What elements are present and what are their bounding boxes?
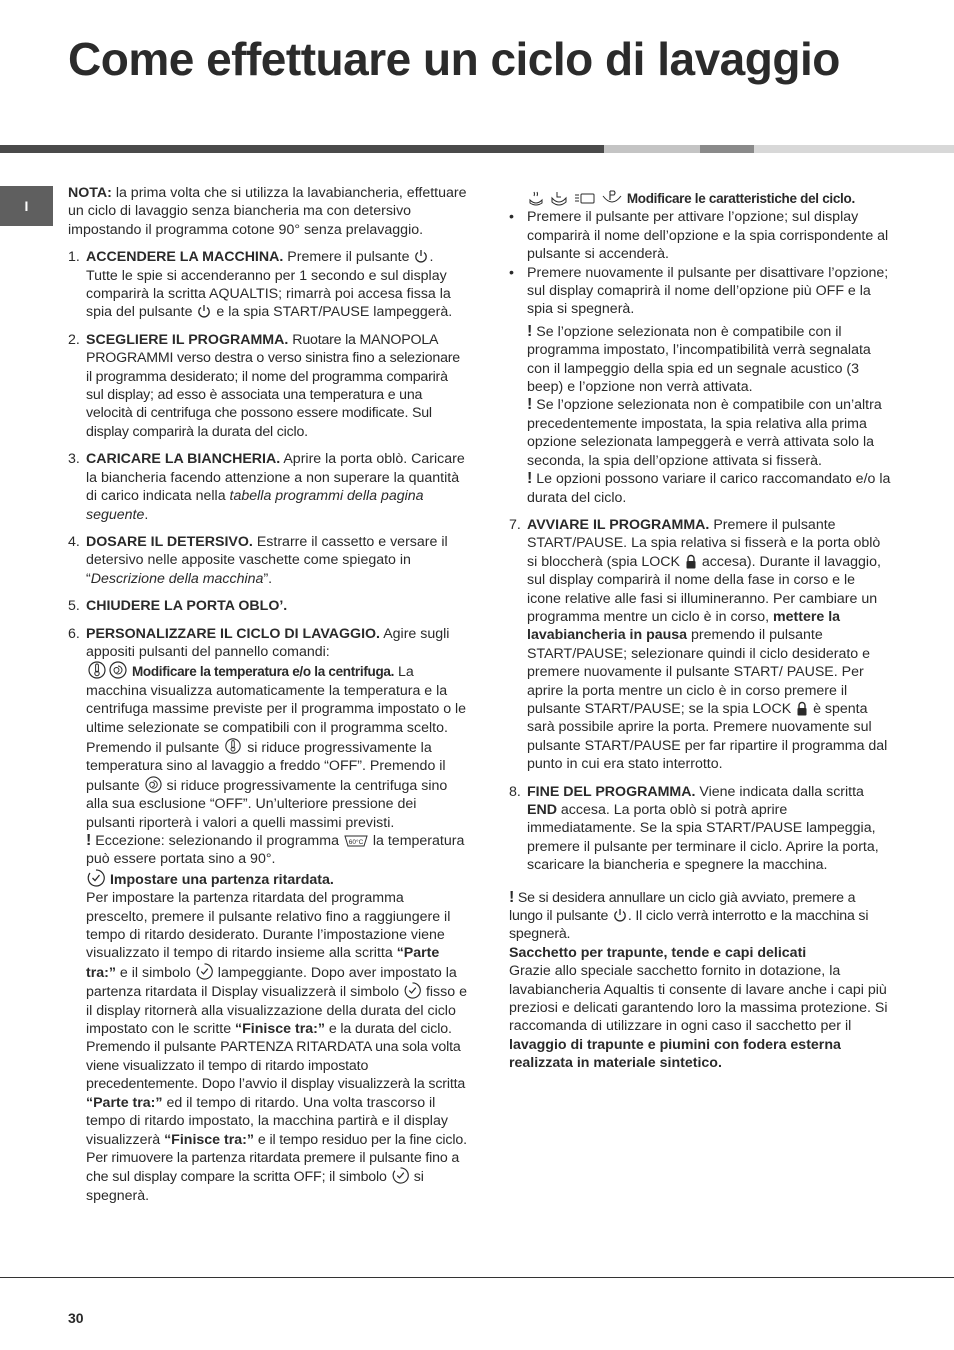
delay-text: Per impostare la partenza ritardata del programma prescelto, premere il pulsante relativo fino a raggiungere il tempo di ritardo desiderato. Durante l’impostazione viene visualizzato il tempo di ritardo insieme alla scritta [86, 890, 451, 962]
step-text: accesa). Durante il lavaggio, sul display comparirà il nome della fase in corso e le icone relative alle fasi si illumineranno. Per cambiare un programma mentre un ciclo è in corso, [527, 553, 881, 625]
power-icon [414, 249, 428, 264]
header-rule-dark [0, 145, 604, 153]
step-lead: PERSONALIZZARE IL CICLO DI LAVAGGIO. [86, 625, 381, 642]
lock-icon [796, 701, 808, 716]
step-text: è spenta sarà possibile aprire la porta. Premere nuovamente sul pulsante START/PAUSE per far ripartire il programma dal punto in cui era stato interrotto. [527, 700, 888, 773]
lock-icon [685, 554, 697, 569]
step-text: . [144, 506, 149, 523]
header-rule-light [604, 145, 700, 153]
step-lead: AVVIARE IL PROGRAMMA. [527, 516, 710, 533]
warning-text: Se l’opzione selezionata non è compatibile con un’altra precedentemente impostata, la spia relativa alla prima opzione selezionata lampeggerà e verrà attivata solo la seconda, la spia dell’opzione attivata si fisserà. [527, 397, 882, 469]
warning-mark: ! [527, 322, 533, 340]
step-1 [68, 248, 468, 322]
end-word: END [527, 802, 557, 818]
delay-paragraph [86, 869, 468, 1205]
bag-bold: lavaggio di trapunte e piumini con fodera esterna realizzata in materiale sintetico. [509, 1036, 841, 1072]
prewash-icon [602, 190, 622, 206]
step-3 [68, 450, 468, 524]
delay-bold: “Finisce tra:” [235, 1021, 325, 1038]
options-heading: Modificare le caratteristiche del ciclo. [626, 191, 855, 206]
cancel-text: . Il ciclo verrà interrotto e la macchina si spegnerà. [509, 908, 869, 943]
step-number: 5. [68, 598, 80, 615]
exception-text: la temperatura può essere portata sino a 90°. [86, 833, 465, 868]
temperature-spin-paragraph [86, 661, 468, 832]
step-lead: CHIUDERE LA PORTA OBLO’. [86, 598, 288, 615]
warning-mark: ! [527, 396, 533, 414]
step-number: 1. [68, 249, 80, 266]
step-text: Viene indicata dalla scritta [699, 783, 864, 800]
power-icon [197, 304, 211, 319]
bullet-mark: • [509, 264, 514, 281]
step-number: 7. [509, 516, 521, 533]
step-lead: FINE DEL PROGRAMMA. [527, 783, 696, 800]
step-lead: ACCENDERE LA MACCHINA. [86, 249, 284, 266]
step-text: e la spia START/PAUSE lampeggerà. [216, 304, 453, 321]
nota-label: NOTA: [68, 185, 112, 201]
left-column [68, 184, 468, 1205]
step-text: Estrarre il cassetto e versare il detersivo nelle apposite vaschette come spiegato in “ [86, 533, 448, 587]
warning-text: Se l’opzione selezionata non è compatibile con il programma impostato, l’incompatibilità verrà segnalata con il lampeggio della spia ed un segnale acustico (3 beep) e l’opzione non verrà attivata. [527, 323, 871, 396]
step-2 [68, 331, 468, 441]
delay-text: e il simbolo [119, 964, 191, 981]
temperature-text: si riduce progressivamente la temperatura sino al lavaggio a freddo “OFF”. Premendo il pulsante [86, 739, 446, 794]
step-text: Premere il pulsante [287, 249, 410, 266]
cancel-paragraph [509, 889, 891, 944]
step-4 [68, 533, 468, 588]
header-rule-mid [700, 145, 754, 153]
right-column [509, 190, 891, 1073]
spin-icon [145, 776, 162, 793]
wool-program-icon [344, 834, 368, 848]
step-number: 2. [68, 331, 80, 348]
nota-text: la prima volta che si utilizza la lavabiancheria, effettuare un ciclo di lavaggio senza biancheria ma con detersivo impostando il programma cotone 90° senza prelavaggio. [68, 185, 467, 238]
power-icon [613, 908, 627, 923]
step-text: ”. [263, 570, 273, 587]
warning-mark: ! [527, 470, 533, 488]
step-text: Ruotare la MANOPOLA PROGRAMMI verso destra o verso sinistra fino a selezionare il programma desiderato; il nome del programma comparirà sul display; ad esso è associata una temperatura e una velocità di centrifuga che possono essere modificate. Sul display comparirà la durata del ciclo. [86, 331, 460, 440]
delay-text: e la durata del ciclo. Premendo il pulsante PARTENZA RITARDATA una sola volta viene visualizzato il tempo di ritardo impostato precedentemente. Dopo l’avvio il display visualizzerà la scritta [86, 1021, 466, 1093]
warning-text: Le opzioni possono variare il carico raccomandato e/o la durata del ciclo. [527, 471, 891, 506]
warning-mark: ! [509, 888, 515, 906]
language-tab: I [0, 186, 53, 226]
header-rule-pale [754, 145, 954, 153]
delay-text: si spegnerà. [86, 1169, 424, 1204]
steam-icon [528, 190, 544, 206]
step-text: Aprire la porta oblò. Caricare la biancheria facendo attenzione a non superare la quantità di carico indicata nella [86, 451, 465, 505]
page-number: 30 [68, 1310, 84, 1326]
cancel-text: Se si desidera annullare un ciclo già avviato, premere a lungo il pulsante [509, 889, 856, 925]
options-bullet [509, 264, 891, 319]
step-number: 6. [68, 625, 80, 642]
bag-paragraph [509, 962, 891, 1072]
delay-timer-icon [87, 869, 105, 887]
delay-timer-icon [196, 963, 213, 980]
temperature-icon [87, 661, 107, 679]
warning-paragraph [527, 323, 891, 507]
delay-text: ed il tempo di ritardo. Una volta trascorso il tempo di ritardo impostato, la macchina partirà e il display visualizzerà [86, 1094, 448, 1148]
delay-timer-icon [404, 982, 421, 999]
options-bullet [509, 208, 891, 263]
options-heading-line [527, 190, 891, 208]
step-lead: DOSARE IL DETERSIVO. [86, 533, 253, 550]
step-text: Agire sugli appositi pulsanti del pannello comandi: [86, 625, 450, 660]
step-8 [509, 783, 891, 875]
page-title: Come effettuare un ciclo di lavaggio [68, 33, 840, 85]
step-bold: mettere la lavabiancheria in pausa [527, 608, 841, 644]
footer-rule [0, 1277, 954, 1278]
bag-text: Grazie allo speciale sacchetto fornito in dotazione, la lavabiancheria Aqualtis ti consente di lavare anche i capi più preziosi e delicati garantendo loro la massima protezione. Si raccomanda di utilizzare in ogni caso il sacchetto per il [509, 963, 888, 1035]
step-italic: Descrizione della macchina [90, 570, 264, 587]
delay-heading: Impostare una partenza ritardata. [109, 871, 334, 888]
easy-iron-icon [550, 190, 568, 206]
wool-program-icon-label: 60°C [348, 839, 364, 846]
exception-paragraph [86, 832, 468, 869]
delay-timer-icon [392, 1167, 409, 1184]
rinse-icon [574, 190, 596, 206]
temperature-heading: Modificare la temperatura e/o la centrifuga. [131, 664, 395, 680]
step-6 [68, 625, 468, 1206]
temperature-icon [224, 737, 242, 755]
step-text: Premere il pulsante START/PAUSE. La spia relativa si fisserà e la porta oblò si bloccherà (spia LOCK [527, 516, 881, 570]
step-number: 3. [68, 451, 80, 468]
nota-paragraph [68, 184, 468, 239]
delay-text: e il tempo residuo per la fine ciclo. Per rimuovere la partenza ritardata premere il pulsante fino a che sul display compare la scritta OFF; il simbolo [86, 1131, 467, 1186]
delay-bold: “Finisce tra:” [164, 1131, 254, 1148]
temperature-text: La macchina visualizza automaticamente la temperatura e la centrifuga massime previste per il programma impostato o le ultime selezionate se compatibili con il programma scelto. Premendo il pulsante [86, 664, 467, 756]
bullet-text: Premere il pulsante per attivare l’opzione; sul display comparirà il nome dell’opzione e la spia corrispondente al pulsante si accenderà. [527, 209, 889, 263]
step-text: premendo il pulsante START/PAUSE; selezionare quindi il ciclo desiderato e premere nuovamente il pulsante START/ PAUSE. Per aprire la porta mentre un ciclo è in corso premere il pulsante START/PAUSE; se la spia LOCK [527, 627, 871, 717]
exception-text: Eccezione: selezionando il programma [95, 833, 339, 849]
delay-text: lampeggiante. Dopo aver impostato la partenza ritardata il Display visualizzerà il simbolo [86, 964, 457, 1001]
bullet-mark: • [509, 209, 514, 226]
delay-bold: “Parte tra:” [86, 945, 440, 981]
step-text: . Tutte le spie si accenderanno per 1 secondo e sul display comparirà la scritta AQUALTIS; rimarrà poi accesa fissa la spia del pulsante [86, 249, 451, 321]
step-lead: CARICARE LA BIANCHERIA. [86, 451, 281, 468]
spin-icon [109, 661, 127, 679]
step-5 [68, 597, 468, 615]
delay-bold: “Parte tra:” [86, 1094, 163, 1111]
step-number: 8. [509, 783, 521, 800]
step-7 [509, 516, 891, 774]
bullet-text: Premere nuovamente il pulsante per disattivare l’opzione; sul display comaprirà il nome dell’opzione più OFF e la spia si spegnerà. [527, 264, 889, 318]
step-text: accesa. La porta oblò si potrà aprire immediatamente. Se la spia START/PAUSE lampeggia, premere il pulsante per terminare il ciclo. Aprire la porta, scaricare la biancheria e spegnere la macchina. [527, 802, 879, 874]
step-italic: tabella programmi della pagina seguente [86, 488, 424, 523]
step-number: 4. [68, 533, 80, 550]
bag-heading: Sacchetto per trapunte, tende e capi delicati [509, 944, 807, 961]
step-lead: SCEGLIERE IL PROGRAMMA. [86, 331, 289, 348]
temperature-text: si riduce progressivamente la centrifuga sino alla sua esclusione “OFF”. Un’ulteriore pressione dei pulsanti riporterà i valori a quelli massimi previsti. [86, 777, 448, 831]
delay-text: fisso e il display ritornerà alla visualizzazione della durata del ciclo impostato con le scritte [86, 984, 467, 1038]
warning-mark: ! [86, 832, 92, 849]
